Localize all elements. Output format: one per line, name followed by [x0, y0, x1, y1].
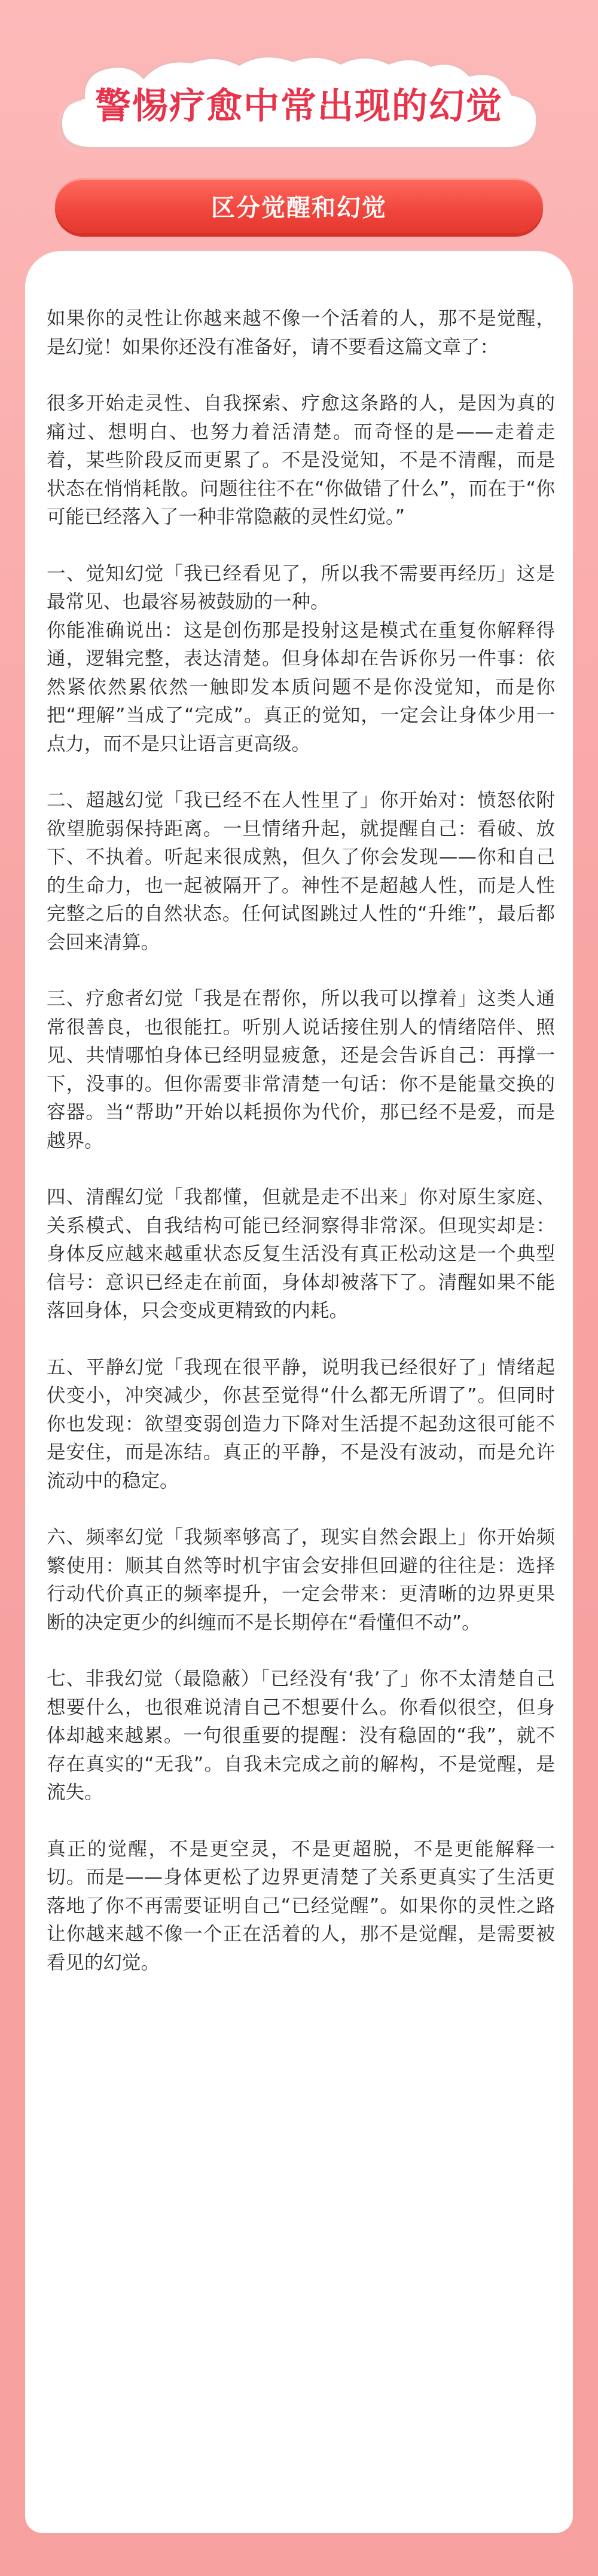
paragraph-conclusion: 真正的觉醒，不是更空灵，不是更超脱，不是更能解释一切。而是——身体更松了边界更清楚了关系更真实了生活更落地了你不再需要证明自己“已经觉醒”。如果你的灵性之路让你越来越不像一个正在活着的人，那不是觉醒，是需要被看见的幻觉。	[47, 1838, 555, 1974]
section-header	[55, 178, 543, 233]
paragraph-illusion-calm: 五、平静幻觉「我现在很平静，说明我已经很好了」情绪起伏变小，冲突减少，你甚至觉得“什么都无所谓了”。但同时你也发现：欲望变弱创造力下降对生活提不起劲这很可能不是安住，而是冻结。真正的平静，不是没有波动，而是允许流动中的稳定。	[47, 1356, 555, 1492]
paragraph-illusion-healer: 三、疗愈者幻觉「我是在帮你，所以我可以撑着」这类人通常很善良，也很能扛。听别人说话接住别人的情绪陪伴、照见、共情哪怕身体已经明显疲惫，还是会告诉自己：再撑一下，没事的。但你需要非常清楚一句话：你不是能量交换的容器。当“帮助”开始以耗损你为代价，那已经不是爱，而是越界。	[47, 988, 555, 1152]
title-banner	[48, 47, 550, 160]
paragraph-illusion-transcendence: 二、超越幻觉「我已经不在人性里了」你开始对：愤怒依附欲望脆弱保持距离。一旦情绪升起，就提醒自己：看破、放下、不执着。听起来很成熟，但久了你会发现——你和自己的生命力，也一起被隔开了。神性不是超越人性，而是人性完整之后的自然状态。任何试图跳过人性的“升维”，最后都会回来清算。	[47, 790, 555, 953]
paragraph-intro: 如果你的灵性让你越来越不像一个活着的人，那不是觉醒，是幻觉！如果你还没有准备好，请不要看这篇文章了：	[47, 308, 555, 358]
paragraph-illusion-non-self: 七、非我幻觉（最隐蔽）「已经没有‘我’了」你不太清楚自己想要什么，也很难说清自己不想要什么。你看似很空，但身体却越来越累。一句很重要的提醒：没有稳固的“我”，就不存在真实的“无我”。自我未完成之前的解构，不是觉醒，是流失。	[47, 1668, 555, 1803]
paragraph-illusion-clarity: 四、清醒幻觉「我都懂，但就是走不出来」你对原生家庭、关系模式、自我结构可能已经洞察得非常深。但现实却是：身体反应越来越重状态反复生活没有真正松动这是一个典型信号：意识已经走在前面，身体却被落下了。清醒如果不能落回身体，只会变成更精致的内耗。	[47, 1186, 555, 1321]
paragraph-background: 很多开始走灵性、自我探索、疗愈这条路的人，是因为真的痛过、想明白、也努力着活清楚。而奇怪的是——走着走着，某些阶段反而更累了。不是没觉知，不是不清醒，而是状态在悄悄耗散。问题往往不在“你做错了什么”，而在于“你可能已经落入了一种非常隐蔽的灵性幻觉。”	[47, 393, 555, 528]
paragraph-illusion-frequency: 六、频率幻觉「我频率够高了，现实自然会跟上」你开始频繁使用：顺其自然等时机宇宙会安排但回避的往往是：选择行动代价真正的频率提升，一定会带来：更清晰的边界更果断的决定更少的纠缠而不是长期停在“看懂但不动”。	[47, 1526, 555, 1633]
section-title: 区分觉醒和幻觉	[211, 194, 387, 222]
article-body	[47, 305, 555, 2005]
page-title: 警惕疗愈中常出现的幻觉	[95, 85, 503, 127]
paragraph-illusion-awareness: 一、觉知幻觉「我已经看见了，所以我不需要再经历」这是最常见、也最容易被鼓励的一种。 你能准确说出：这是创伤那是投射这是模式在重复你解释得通，逻辑完整，表达清楚。但身体却在告诉你另一件事：依然紧依然累依然一触即发本质问题不是你没觉知，而是你把“理解”当成了“完成”。真正的觉知，一定会让身体少用一点力，而不是只让语言更高级。	[47, 562, 555, 755]
